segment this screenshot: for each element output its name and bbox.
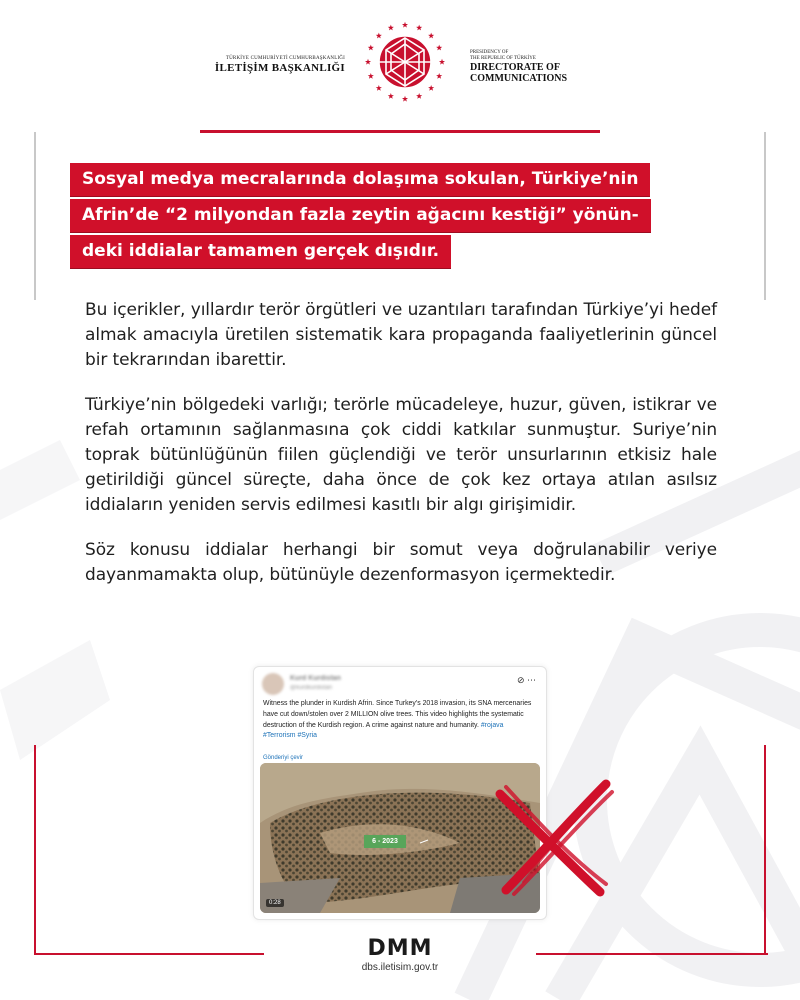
header-left-small: TÜRKİYE CUMHURİYETİ CUMHURBAŞKANLIĞI: [225, 56, 345, 61]
tweet-header-icons: [517, 675, 536, 686]
frame-left-bottom-line: [34, 745, 36, 955]
paragraph-2: Türkiye’nin bölgedeki varlığı; terörle mücadeleye, huzur, güven, istikrar ve refah ortamının sağlanmasına çok ciddi katkılar sunmuştur. Suriye’nin toprak bütünlüğünün fiilen güçlendiği ve terör unsurlarının etkisiz hale getirildiği güncel süreçte, daha önce de çok kez ortaya atılan asılsız iddiaların yeniden servis edilmesi kasıtlı bir algı girişimidir.: [85, 395, 717, 515]
dmm-logo: DMM: [367, 936, 433, 961]
seal-star-icon: [365, 59, 371, 65]
seal-star-icon: [439, 59, 445, 65]
tweet-author-name: Kurd Kurdistan: [290, 675, 341, 682]
seal-star-icon: [368, 45, 374, 51]
seal-star-icon: [388, 25, 394, 31]
paragraph-1: Bu içerikler, yıllardır terör örgütleri ve uzantıları tarafından Türkiye’yi hedef almak amacıyla üretilen sistematik kara propaganda faaliyetlerinin güncel bir tekrarından ibarettir.: [85, 300, 717, 370]
headline-line-1: Sosyal medya mecralarında dolaşıma sokulan, Türkiye’nin: [70, 163, 650, 196]
seal-star-icon: [436, 45, 442, 51]
header: [0, 0, 800, 125]
more-icon: ⋯: [527, 675, 536, 685]
header-left-logotype: [215, 56, 345, 74]
seal-star-icon: [402, 22, 408, 28]
header-right-title-1: DIRECTORATE OF: [470, 62, 560, 73]
tweet-text: [263, 699, 537, 742]
seal-star-icon: [388, 93, 394, 99]
frame-bottom-right-line: [536, 953, 768, 955]
headline-line-2: Afrin’de “2 milyondan fazla zeytin ağacını kestiği” yönün-: [70, 199, 651, 232]
seal-star-icon: [376, 85, 382, 91]
seal-star-icon: [436, 73, 442, 79]
header-right-small-2: THE REPUBLIC OF TÜRKİYE: [470, 56, 536, 61]
presidential-seal-icon: [364, 20, 446, 106]
seal-star-icon: [428, 33, 434, 39]
seal-star-icon: [428, 85, 434, 91]
header-right-small-1: PRESIDENCY OF: [470, 50, 509, 55]
body-text: [85, 298, 717, 608]
headline-line-3: deki iddialar tamamen gerçek dışıdır.: [70, 235, 451, 268]
tweet-body: Witness the plunder in Kurdish Afrin. Since Turkey’s 2018 invasion, its SNA mercenaries have cut down/stolen over 2 MILLION olive trees. This video highlights the systematic destruction of the Kurdish region. A crime against nature and humanity.: [263, 700, 532, 729]
tweet-video-duration: 0:28: [266, 899, 284, 907]
headline: [70, 163, 740, 271]
seal-star-icon: [402, 96, 408, 102]
tweet-hashtags: #rojava #Terrorism #Syria: [263, 721, 504, 740]
frame-right-bottom-line: [764, 745, 766, 955]
header-right-logotype: [470, 50, 567, 84]
grok-icon: ⊘: [516, 675, 525, 685]
paragraph-3: Söz konusu iddialar herhangi bir somut veya doğrulanabilir veriye dayanmamakta olup, bütünüyle dezenformasyon içermektedir.: [85, 540, 717, 585]
frame-bottom-left-line: [34, 953, 264, 955]
header-right-title-2: COMMUNICATIONS: [470, 73, 568, 84]
seal-star-icon: [368, 73, 374, 79]
footer: [300, 937, 500, 973]
seal-star-icon: [376, 33, 382, 39]
red-x-cross-icon: [488, 772, 618, 902]
frame-top-line: [200, 130, 600, 133]
tweet-video-date-label: 6 - 2023: [364, 835, 406, 848]
tweet-author-handle: @kurdkurdistan: [290, 685, 333, 691]
seal-star-icon: [416, 25, 422, 31]
frame-left-top-line: [34, 132, 36, 300]
footer-url: dbs.iletisim.gov.tr: [361, 962, 439, 973]
seal-star-icon: [416, 93, 422, 99]
tweet-avatar: [262, 673, 284, 695]
header-left-title: İLETİŞİM BAŞKANLIĞI: [214, 62, 345, 74]
tweet-translate-link: Gönderiyi çevir: [263, 755, 304, 761]
frame-right-top-line: [764, 132, 766, 300]
